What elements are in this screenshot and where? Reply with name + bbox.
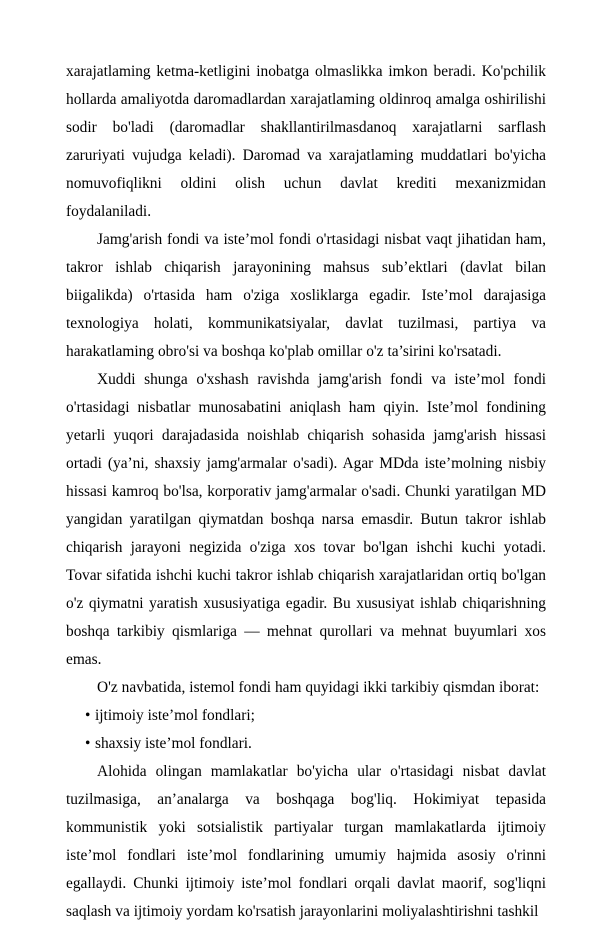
- paragraph-xuddi-shunga: Xuddi shunga o'xshash ravishda jamg'arish fondi va iste’mol fondi o'rtasidagi nisbatlar munosabatini aniqlash ham qiyin. Iste’mol fondining yetarli yuqori darajadasida noishlab chiqarish sohasida jamg'arish hissasi ortadi (ya’ni, shaxsiy jamg'armalar o'sadi). Agar MDda iste’molning nisbiy hissasi kamroq bo'lsa, korporativ jamg'armalar o'sadi. Chunki yaratilgan MD yangidan yaratilgan qiymatdan boshqa narsa emasdir. Butun takror ishlab chiqarish jarayoni negizida o'ziga xos tovar bo'lgan ishchi kuchi yotadi. Tovar sifatida ishchi kuchi takror ishlab chiqarish xarajatlaridan ortiq bo'lgan o'z qiymatni yaratish xususiyatiga egadir. Bu xususiyat ishlab chiqarishning boshqa tarkibiy qismlariga — mehnat qurollari va mehnat buyumlari xos emas.: [66, 371, 546, 668]
- text-column: [66, 58, 546, 926]
- istemol-fondlari-bullet-list: [66, 702, 546, 758]
- list-item-label: shaxsiy iste’mol fondlari.: [95, 735, 252, 752]
- bullet-point-icon: •: [85, 735, 91, 752]
- bullet-point-icon: •: [85, 707, 91, 724]
- list-item-label: ijtimoiy iste’mol fondlari;: [95, 707, 255, 724]
- paragraph-continued-xarajatlarning: xarajatlaming ketma-ketligini inobatga olmaslikka imkon beradi. Ko'pchilik hollarda amaliyotda daromadlardan xarajatlaming oldinroq amalga oshirilishi sodir bo'ladi (daromadlar shakllantirilmasdanoq xarajatlarni sarflash zaruriyati vujudga keladi). Daromad va xarajatlaming muddatlari bo'yicha nomuvofiqlikni oldini olish uchun davlat krediti mexanizmidan foydalaniladi.: [66, 63, 546, 220]
- paragraph-oz-navbatida: O'z navbatida, istemol fondi ham quyidagi ikki tarkibiy qismdan iborat:: [97, 679, 540, 696]
- paragraph-alohida-olingan: Alohida olingan mamlakatlar bo'yicha ular o'rtasidagi nisbat davlat tuzilmasiga, an’analarga va boshqaga bog'liq. Hokimiyat tepasida kommunistik yoki sotsialistik partiyalar turgan mamlakatlarda ijtimoiy iste’mol fondlari iste’mol fondlarining umumiy hajmida asosiy o'rinni egallaydi. Chunki ijtimoiy iste’mol fondlari orqali davlat maorif, sog'liqni saqlash va ijtimoiy yordam ko'rsatish jarayonlarini moliyalashtirishni tashkil: [66, 763, 546, 920]
- list-item: [66, 702, 546, 730]
- list-item: [66, 730, 546, 758]
- paragraph-jamgarish-fondi: Jamg'arish fondi va iste’mol fondi o'rtasidagi nisbat vaqt jihatidan ham, takror ishlab chiqarish jarayonining mahsus sub’ektlari (davlat bilan biigalikda) o'rtasida ham o'ziga xosliklarga egadir. Iste’mol darajasiga texnologiya holati, kommunikatsiyalar, davlat tuzilmasi, partiya va harakatlaming obro'si va boshqa ko'plab omillar o'z ta’sirini ko'rsatadi.: [66, 231, 546, 360]
